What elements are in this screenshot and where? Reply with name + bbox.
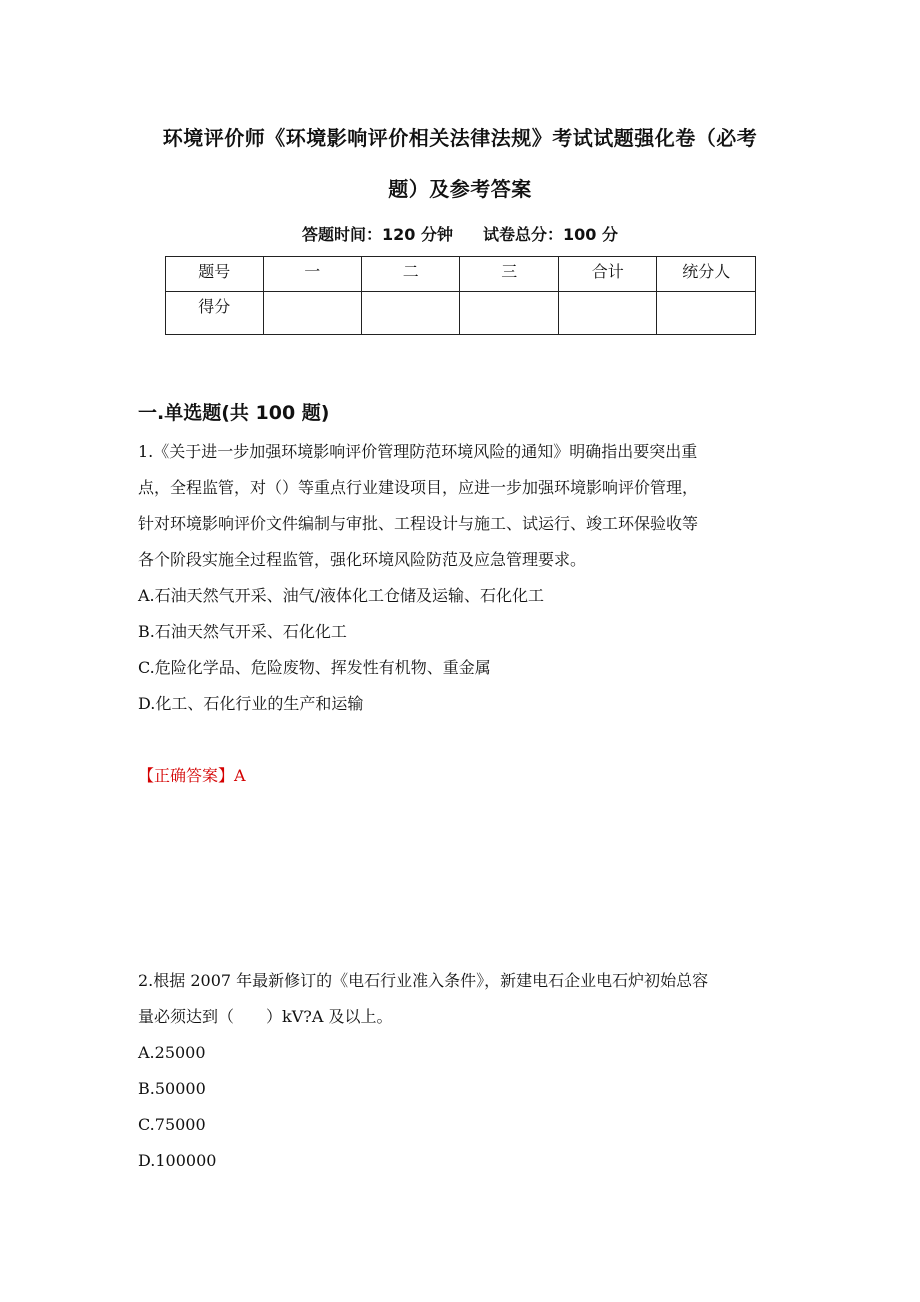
question-1-option-b: B.石油天然气开采、石化化工 xyxy=(138,622,347,641)
score-cell xyxy=(361,292,459,335)
score-header-cell: 一 xyxy=(263,257,361,292)
score-header-cell: 合计 xyxy=(558,257,656,292)
score-header-cell: 二 xyxy=(361,257,459,292)
document-title-line-1: 环境评价师《环境影响评价相关法律法规》考试试题强化卷（必考 xyxy=(162,126,758,150)
score-table-score-row xyxy=(166,292,756,335)
score-cell xyxy=(263,292,361,335)
score-cell xyxy=(558,292,656,335)
score-header-cell: 题号 xyxy=(166,257,264,292)
question-1-stem-line: 1.《关于进一步加强环境影响评价管理防范环境风险的通知》明确指出要突出重 xyxy=(138,442,698,461)
section-heading: 一.单选题(共 100 题) xyxy=(138,402,330,424)
exam-total-score: 试卷总分：100 分 xyxy=(483,225,618,244)
question-2-option-b: B.50000 xyxy=(138,1079,206,1098)
score-table-header-row xyxy=(166,257,756,292)
question-1-option-d: D.化工、石化行业的生产和运输 xyxy=(138,694,364,713)
exam-meta xyxy=(100,222,820,245)
question-1-stem-line: 点，全程监管，对（）等重点行业建设项目，应进一步加强环境影响评价管理， xyxy=(138,478,699,497)
question-2 xyxy=(138,963,798,1179)
document-title-line-2: 题）及参考答案 xyxy=(388,177,532,201)
question-2-option-d: D.100000 xyxy=(138,1151,217,1170)
score-header-cell: 三 xyxy=(460,257,558,292)
score-cell xyxy=(657,292,756,335)
exam-time: 答题时间：120 分钟 xyxy=(302,225,453,244)
question-1 xyxy=(138,434,798,722)
question-1-option-c: C.危险化学品、危险废物、挥发性有机物、重金属 xyxy=(138,658,491,677)
question-2-stem-line: 量必须达到（ ）kV?A 及以上。 xyxy=(138,1007,393,1026)
question-1-stem-line: 针对环境影响评价文件编制与审批、工程设计与施工、试运行、竣工环保验收等 xyxy=(138,514,699,533)
score-cell xyxy=(460,292,558,335)
question-2-option-a: A.25000 xyxy=(138,1043,206,1062)
score-row-label: 得分 xyxy=(166,292,264,335)
question-1-correct-answer: 【正确答案】A xyxy=(138,766,246,785)
question-2-option-c: C.75000 xyxy=(138,1115,206,1134)
score-table xyxy=(165,256,756,335)
score-header-cell: 统分人 xyxy=(657,257,756,292)
question-1-option-a: A.石油天然气开采、油气/液体化工仓储及运输、石化化工 xyxy=(138,586,545,605)
question-2-stem-line: 2.根据 2007 年最新修订的《电石行业准入条件》，新建电石企业电石炉初始总容 xyxy=(138,971,709,990)
question-1-stem-line: 各个阶段实施全过程监管，强化环境风险防范及应急管理要求。 xyxy=(138,550,587,569)
